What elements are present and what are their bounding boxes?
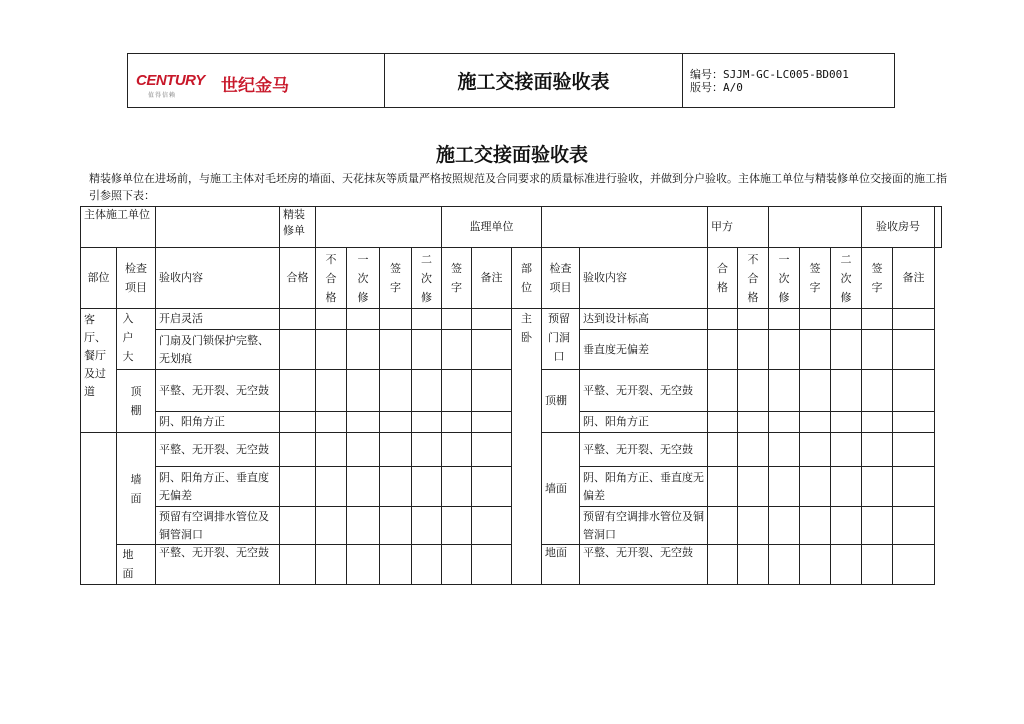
document-header (127, 53, 895, 108)
right-item-floor: 地面 (542, 545, 580, 585)
logo-english: CENTURY (136, 72, 205, 89)
supervisor-value[interactable] (542, 207, 708, 248)
left-item-ceiling: 顶棚 (130, 385, 142, 417)
left-content-8: 平整、无开裂、无空鼓 (156, 545, 280, 585)
col-part: 部位 (81, 248, 117, 309)
left-content-1: 开启灵活 (156, 309, 280, 330)
table-row (81, 433, 942, 467)
col-twice: 二次修 (421, 252, 432, 304)
page-title: 施工交接面验收表 (435, 144, 588, 166)
deco-unit-value[interactable] (316, 207, 442, 248)
left-content-2: 门扇及门锁保护完整、无划痕 (156, 330, 280, 370)
room-value[interactable] (935, 207, 942, 248)
table-row (81, 370, 942, 412)
col-fail: 不合格 (325, 252, 337, 304)
col-remark: 备注 (472, 248, 512, 309)
right-item-ceiling: 顶棚 (542, 370, 580, 433)
col-item-right: 检查项目 (549, 262, 572, 294)
col-sign-right-2: 签字 (871, 262, 883, 294)
right-part: 主卧 (521, 312, 532, 344)
left-content-3: 平整、无开裂、无空鼓 (156, 370, 280, 412)
header-title: 施工交接面验收表 (385, 54, 683, 107)
right-content-6: 阴、阳角方正、垂直度无偏差 (580, 467, 708, 507)
owner-value[interactable] (769, 207, 862, 248)
col-once: 一次修 (357, 252, 369, 304)
left-item-floor: 地面 (122, 548, 134, 580)
right-item-door: 预留门洞口 (548, 312, 570, 363)
table-row (81, 507, 942, 545)
right-content-2: 垂直度无偏差 (580, 330, 708, 370)
deco-unit-label: 精装修单 (280, 207, 316, 248)
col-once-right: 一次修 (778, 252, 790, 304)
right-content-1: 达到设计标高 (580, 309, 708, 330)
table-row (81, 309, 942, 330)
right-content-8: 平整、无开裂、无空鼓 (580, 545, 708, 585)
col-content-right: 验收内容 (580, 248, 708, 309)
room-label: 验收房号 (862, 207, 935, 248)
table-row (81, 412, 942, 433)
col-part-right: 部位 (521, 262, 532, 294)
left-item-entry: 入户大 (122, 312, 134, 363)
header-meta (683, 54, 894, 107)
document-code: 编号：SJJM-GC-LC005-BD001 (690, 68, 849, 81)
table-row (81, 207, 942, 248)
table-row (81, 545, 942, 585)
logo-slogan: 值得信赖 (148, 92, 177, 99)
col-sign-right: 签字 (809, 262, 821, 294)
left-item-wall: 墙面 (130, 472, 142, 505)
left-content-7: 预留有空调排水管位及铜管洞口 (156, 507, 280, 545)
col-content: 验收内容 (156, 248, 280, 309)
left-content-6: 阴、阳角方正、垂直度无偏差 (156, 467, 280, 507)
right-content-5: 平整、无开裂、无空鼓 (580, 433, 708, 467)
document-version: 版号：A/0 (690, 81, 743, 94)
owner-label: 甲方 (708, 207, 769, 248)
right-content-3: 平整、无开裂、无空鼓 (580, 370, 708, 412)
table-row (81, 330, 942, 370)
left-content-4: 阴、阳角方正 (156, 412, 280, 433)
col-pass: 合格 (280, 248, 316, 309)
column-header-row (81, 248, 942, 309)
col-fail-right: 不合格 (747, 252, 759, 304)
left-part: 客厅、餐厅及过道 (81, 309, 117, 433)
table-row (81, 467, 942, 507)
right-content-4: 阴、阳角方正 (580, 412, 708, 433)
logo-chinese: 世纪金马 (221, 76, 289, 96)
main-unit-label: 主体施工单位 (81, 207, 156, 248)
col-pass-right: 合格 (717, 262, 728, 294)
intro-paragraph: 精装修单位在进场前，与施工主体对毛坯房的墙面、天花抹灰等质量严格按照规范及合同要求的质量标准进行验收，并做到分户验收。主体施工单位与精装修单位交接面的施工指引参照下表： (89, 172, 947, 202)
right-content-7: 预留有空调排水管位及铜管洞口 (580, 507, 708, 545)
company-logo (128, 54, 385, 107)
inspection-table (80, 206, 942, 585)
supervisor-label: 监理单位 (442, 207, 542, 248)
col-item: 检查项目 (125, 262, 147, 294)
main-unit-value[interactable] (156, 207, 280, 248)
col-sign: 签字 (390, 262, 401, 294)
col-remark-right: 备注 (893, 248, 935, 309)
col-sign-2: 签字 (451, 262, 462, 294)
right-item-wall: 墙面 (542, 433, 580, 545)
col-twice-right: 二次修 (840, 252, 852, 304)
left-content-5: 平整、无开裂、无空鼓 (156, 433, 280, 467)
